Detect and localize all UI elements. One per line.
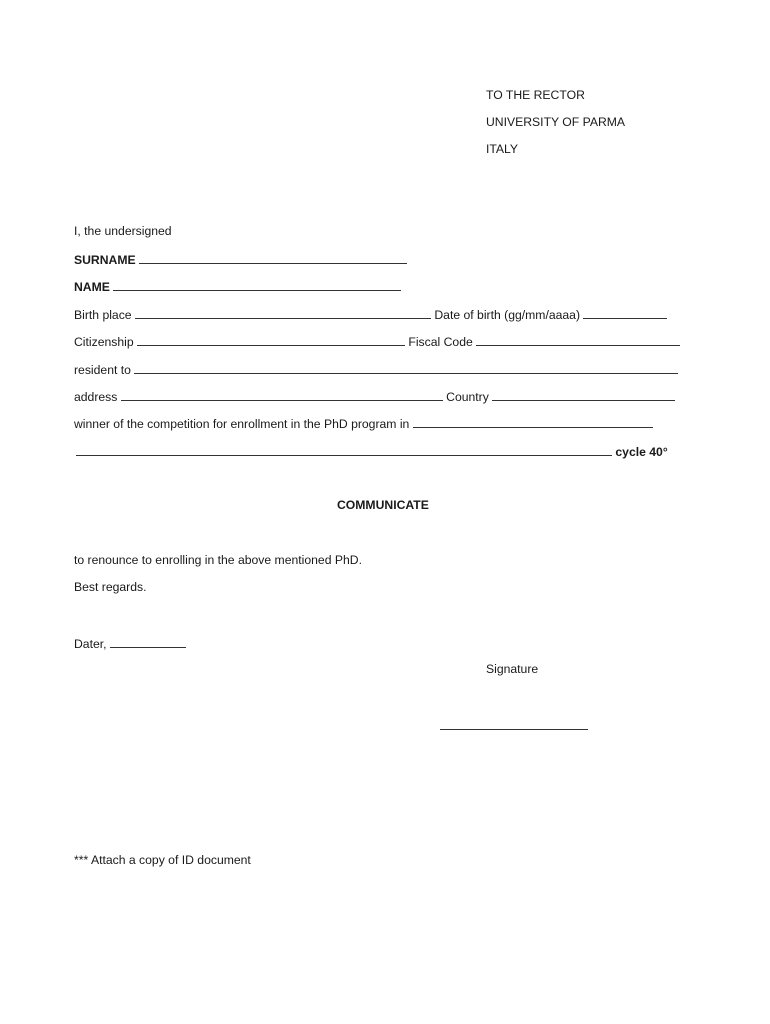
communicate-heading: COMMUNICATE [337, 498, 429, 512]
winner-text: winner of the competition for enrollment in the PhD program in [74, 417, 410, 431]
name-field[interactable] [113, 278, 401, 291]
dater-field[interactable] [110, 635, 186, 648]
address-field[interactable] [121, 388, 443, 401]
birth-place-field[interactable] [135, 306, 431, 319]
regards-text: Best regards. [74, 580, 147, 594]
date-of-birth-label: Date of birth (gg/mm/aaaa) [434, 308, 581, 322]
recipient-line-1: TO THE RECTOR [486, 88, 585, 102]
name-row [74, 278, 401, 295]
signature-field[interactable] [440, 717, 588, 730]
date-of-birth-field[interactable] [583, 306, 667, 319]
name-label: NAME [74, 280, 110, 294]
cycle-label: cycle 40° [615, 445, 668, 459]
birth-row [74, 306, 667, 323]
citizenship-row [74, 333, 680, 350]
citizenship-label: Citizenship [74, 335, 134, 349]
phd-program-field[interactable] [413, 415, 653, 428]
dater-row [74, 635, 186, 652]
dater-label: Dater, [74, 637, 107, 651]
resident-row [74, 361, 678, 378]
birth-place-label: Birth place [74, 308, 132, 322]
winner-row [74, 415, 653, 432]
renounce-text: to renounce to enrolling in the above mentioned PhD. [74, 553, 362, 567]
surname-field[interactable] [139, 251, 407, 264]
resident-label: resident to [74, 363, 131, 377]
intro-text: I, the undersigned [74, 224, 172, 238]
address-label: address [74, 390, 118, 404]
fiscal-code-field[interactable] [476, 333, 680, 346]
surname-label: SURNAME [74, 253, 136, 267]
phd-program-field-2[interactable] [76, 443, 612, 456]
address-row [74, 388, 675, 405]
recipient-line-2: UNIVERSITY OF PARMA [486, 115, 626, 129]
signature-row [440, 717, 588, 734]
surname-row [74, 251, 407, 268]
country-field[interactable] [492, 388, 675, 401]
citizenship-field[interactable] [137, 333, 405, 346]
signature-label: Signature [486, 662, 539, 676]
footer-note: *** Attach a copy of ID document [74, 853, 251, 867]
resident-field[interactable] [134, 361, 678, 374]
fiscal-code-label: Fiscal Code [408, 335, 473, 349]
program-row [76, 443, 668, 460]
country-label: Country [446, 390, 489, 404]
recipient-line-3: ITALY [486, 142, 519, 156]
